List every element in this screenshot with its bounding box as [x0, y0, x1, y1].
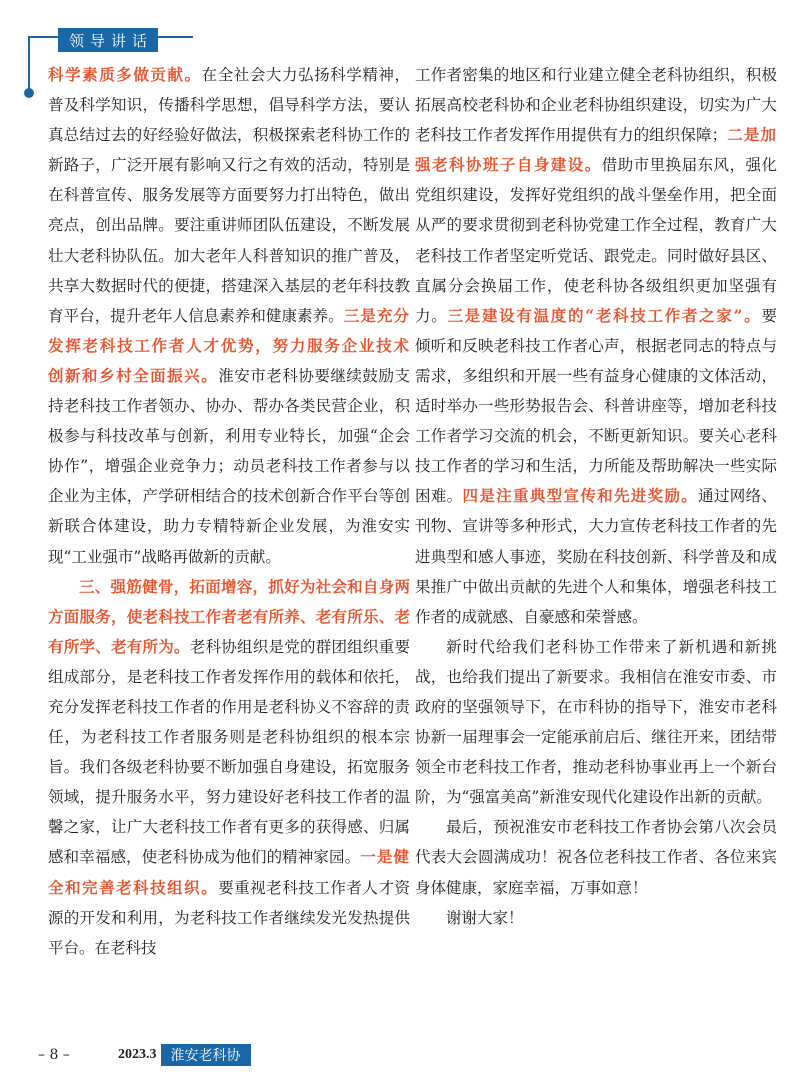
- footer: [38, 1042, 251, 1068]
- body-text: 要重视老科技工作者人才资源的开发和利用，为老科技工作者继续发光发热提供平台。在老科技: [48, 878, 410, 957]
- body-text: 要倾听和反映老科技工作者心声，根据老同志的特点与需求，多组织和开展一些有益身心健康的文体活动，适时举办一些形势报告会、科普讲座等，增加老科技工作者学习交流的机会，不断更新知识。要关心老科技工作者的学习和生活，力所能及帮助解决一些实际困难。: [415, 306, 777, 506]
- right-column: [415, 60, 777, 933]
- right-paragraph-1: [415, 60, 777, 632]
- header-rule-vertical: [28, 36, 30, 92]
- issue-number: 2023.3: [118, 1047, 157, 1062]
- highlight-phrase: 二是加强老科协班子自身建设。: [415, 125, 777, 175]
- magazine-title: 淮安老科协: [161, 1044, 251, 1066]
- body-text: 在全社会大力弘扬科学精神，普及科学知识，传播科学思想，倡导科学方法，要认真总结过去的好经验好做法，积极探索老科协工作的新路子，广泛开展有影响又行之有效的活动，特别是在科普宣传、服务发展等方面要努力打出特色，做出亮点，创出品牌。要注重讲师团队伍建设，不断发展壮大老科协队伍。加大老年人科普知识的推广普及，共享大数据时代的便捷，搭建深入基层的老年科技教育平台，提升老年人信息素养和健康素养。: [48, 66, 410, 325]
- highlight-phrase: 科学素质多做贡献。: [48, 65, 202, 84]
- body-text: 借助市里换届东风，强化党组织建设，发挥好党组织的战斗堡垒作用，把全面从严的要求贯彻到老科协党建工作全过程，教育广大老科技工作者坚定听党话、跟党走。同时做好县区、直属分会换届工作，使老科协各级组织更加坚强有力。: [415, 156, 777, 325]
- body-text: 工作者密集的地区和行业建立健全老科协组织，积极拓展高校老科协和企业老科协组织建设，切实为广大老科技工作者发挥作用提供有力的组织保障；: [415, 66, 777, 145]
- body-text: 淮安市老科协要继续鼓励支持老科技工作者领办、协办、帮办各类民营企业，积极参与科技改革与创新，利用专业特长，加强“企会协作”，增强企业竞争力；动员老科技工作者参与以企业为主体，产学研相结合的技术创新合作平台等创新联合体建设，助力专精特新企业发展，为淮安实现“工业强市”战略再做新的贡献。: [48, 366, 410, 566]
- section-label: 领导讲话: [58, 28, 158, 52]
- highlight-phrase: 三是建设有温度的“老科技工作者之家”。: [447, 305, 762, 325]
- right-paragraph-3: 最后，预祝淮安市老科技工作者协会第八次会员代表大会圆满成功！祝各位老科技工作者、各位来宾身体健康，家庭幸福，万事如意！: [415, 818, 777, 897]
- body-text: 老科协组织是党的群团组织重要组成部分，是老科技工作者发挥作用的载体和依托，充分发挥老科技工作者的作用是老科协义不容辞的责任，为老科技工作者服务则是老科协组织的根本宗旨。我们各级老科协要不断加强自身建设，拓宽服务领域，提升服务水平，努力建设好老科技工作者的温馨之家，让广大老科技工作者有更多的获得感、归属感和幸福感，使老科协成为他们的精神家园。: [48, 637, 410, 867]
- body-text: 通过网络、刊物、宣讲等多种形式，大力宣传老科技工作者的先进典型和感人事迹，奖励在科技创新、科学普及和成果推广中做出贡献的先进个人和集体，增强老科技工作者的成就感、自豪感和荣誉感。: [415, 487, 777, 626]
- section-heading: 三、强筋健骨，拓面增容，抓好为社会和自身两方面服务，使老科技工作者老有所养、老有所乐、老有所学、老有所为。: [48, 576, 410, 656]
- highlight-phrase: 四是注重典型宣传和先进奖励。: [462, 486, 699, 506]
- page-number: – 8 –: [38, 1047, 70, 1063]
- left-paragraph-1: [48, 60, 410, 572]
- left-column: [48, 60, 410, 963]
- header-dot: [24, 88, 34, 98]
- left-paragraph-2: [48, 572, 410, 963]
- highlight-phrase: 三是充分发挥老科技工作者人才优势，努力服务企业技术创新和乡村全面振兴。: [48, 305, 410, 385]
- closing-line: 谢谢大家！: [446, 908, 524, 927]
- right-paragraph-2: 新时代给我们老科协工作带来了新机遇和新挑战，也给我们提出了新要求。我相信在淮安市委、市政府的坚强领导下，在市科协的指导下，淮安市老科协新一届理事会一定能承前启后、继往开来，团结带领全市老科技工作者，推动老科协事业再上一个新台阶，为“强富美高”新淮安现代化建设作出新的贡献。: [415, 637, 777, 807]
- highlight-phrase: 一是健全和完善老科技组织。: [48, 847, 410, 897]
